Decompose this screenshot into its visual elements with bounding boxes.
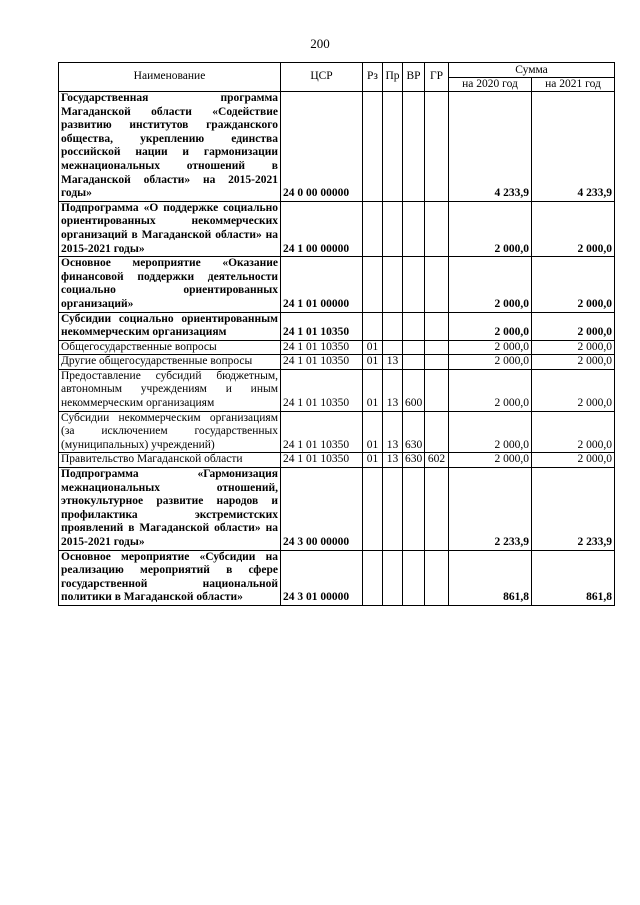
- page-number: 200: [310, 36, 330, 51]
- cell-pr: [383, 92, 403, 202]
- cell-rz: 01: [363, 355, 383, 370]
- cell-sum-2021: 2 233,9: [532, 468, 615, 551]
- cell-pr: [383, 550, 403, 605]
- cell-csr: 24 1 01 00000: [281, 257, 363, 312]
- cell-pr: 13: [383, 453, 403, 468]
- cell-vr: [403, 201, 425, 256]
- cell-csr: 24 1 01 10350: [281, 355, 363, 370]
- table-row: [59, 312, 615, 340]
- cell-name: Государственная программа Магаданской области «Содействие развитию институтов гражданского общества, укреплению единства российской нации и гармонизации межнациональных отношений в Магаданской области» на 2015-2021 годы»: [59, 92, 281, 202]
- cell-csr: 24 1 00 00000: [281, 201, 363, 256]
- cell-gr: [425, 257, 449, 312]
- cell-sum-2020: 2 000,0: [449, 453, 532, 468]
- cell-rz: [363, 257, 383, 312]
- cell-csr: 24 1 01 10350: [281, 369, 363, 411]
- cell-csr: 24 3 01 00000: [281, 550, 363, 605]
- cell-sum-2021: 2 000,0: [532, 340, 615, 355]
- cell-vr: [403, 550, 425, 605]
- header-vr: ВР: [403, 63, 425, 92]
- cell-sum-2021: 4 233,9: [532, 92, 615, 202]
- cell-vr: [403, 340, 425, 355]
- table-row: [59, 201, 615, 256]
- cell-gr: [425, 92, 449, 202]
- cell-sum-2020: 2 000,0: [449, 257, 532, 312]
- header-sum: Сумма: [449, 63, 615, 78]
- cell-pr: 13: [383, 355, 403, 370]
- cell-name: Субсидии некоммерческим организациям (за исключением государственных (муниципальных) учреждений): [59, 411, 281, 453]
- cell-sum-2020: 2 000,0: [449, 201, 532, 256]
- cell-sum-2020: 4 233,9: [449, 92, 532, 202]
- cell-rz: [363, 312, 383, 340]
- cell-sum-2021: 2 000,0: [532, 312, 615, 340]
- table-row: [59, 92, 615, 202]
- cell-sum-2021: 2 000,0: [532, 453, 615, 468]
- cell-vr: [403, 312, 425, 340]
- cell-csr: 24 1 01 10350: [281, 312, 363, 340]
- cell-rz: [363, 201, 383, 256]
- cell-name: Основное мероприятие «Оказание финансовой поддержки деятельности социально ориентированных организаций»: [59, 257, 281, 312]
- header-name: Наименование: [59, 63, 281, 92]
- table-header: [59, 63, 615, 92]
- cell-rz: 01: [363, 340, 383, 355]
- cell-sum-2021: 2 000,0: [532, 411, 615, 453]
- cell-pr: 13: [383, 369, 403, 411]
- cell-rz: [363, 92, 383, 202]
- cell-rz: 01: [363, 453, 383, 468]
- header-pr: Пр: [383, 63, 403, 92]
- cell-name: Общегосударственные вопросы: [59, 340, 281, 355]
- cell-sum-2020: 2 000,0: [449, 369, 532, 411]
- cell-gr: [425, 340, 449, 355]
- cell-pr: [383, 340, 403, 355]
- cell-name: Основное мероприятие «Субсидии на реализацию мероприятий в сфере государственной национальной политики в Магаданской области»: [59, 550, 281, 605]
- table-body: [59, 92, 615, 606]
- cell-gr: [425, 312, 449, 340]
- cell-gr: [425, 411, 449, 453]
- cell-vr: 630: [403, 453, 425, 468]
- table-row: [59, 453, 615, 468]
- cell-gr: [425, 550, 449, 605]
- table-row: [59, 369, 615, 411]
- cell-pr: [383, 468, 403, 551]
- table-row: [59, 468, 615, 551]
- cell-sum-2021: 2 000,0: [532, 355, 615, 370]
- cell-csr: 24 0 00 00000: [281, 92, 363, 202]
- cell-vr: 600: [403, 369, 425, 411]
- cell-sum-2020: 2 000,0: [449, 411, 532, 453]
- table-row: [59, 550, 615, 605]
- cell-name: Подпрограмма «Гармонизация межнациональных отношений, этнокультурное развитие народов и профилактика экстремистских проявлений в Магаданской области» на 2015-2021 годы»: [59, 468, 281, 551]
- cell-pr: [383, 312, 403, 340]
- cell-vr: [403, 355, 425, 370]
- cell-name: Подпрограмма «О поддержке социально ориентированных некоммерческих организаций в Магаданской области» на 2015-2021 годы»: [59, 201, 281, 256]
- cell-vr: 630: [403, 411, 425, 453]
- cell-pr: [383, 257, 403, 312]
- cell-sum-2020: 861,8: [449, 550, 532, 605]
- budget-table: [58, 62, 615, 606]
- cell-name: Правительство Магаданской области: [59, 453, 281, 468]
- cell-sum-2020: 2 000,0: [449, 312, 532, 340]
- cell-vr: [403, 92, 425, 202]
- cell-sum-2020: 2 000,0: [449, 340, 532, 355]
- cell-gr: [425, 369, 449, 411]
- cell-name: Субсидии социально ориентированным некоммерческим организациям: [59, 312, 281, 340]
- cell-rz: 01: [363, 411, 383, 453]
- table-row: [59, 355, 615, 370]
- table-row: [59, 340, 615, 355]
- cell-csr: 24 3 00 00000: [281, 468, 363, 551]
- cell-name: Предоставление субсидий бюджетным, автономным учреждениям и иным некоммерческим организациям: [59, 369, 281, 411]
- cell-rz: 01: [363, 369, 383, 411]
- cell-sum-2021: 2 000,0: [532, 369, 615, 411]
- cell-pr: 13: [383, 411, 403, 453]
- cell-name: Другие общегосударственные вопросы: [59, 355, 281, 370]
- table-row: [59, 257, 615, 312]
- header-year-2021: на 2021 год: [532, 78, 615, 92]
- cell-rz: [363, 468, 383, 551]
- cell-sum-2020: 2 000,0: [449, 355, 532, 370]
- cell-csr: 24 1 01 10350: [281, 453, 363, 468]
- cell-gr: [425, 201, 449, 256]
- cell-sum-2021: 2 000,0: [532, 257, 615, 312]
- cell-sum-2021: 2 000,0: [532, 201, 615, 256]
- cell-sum-2021: 861,8: [532, 550, 615, 605]
- cell-sum-2020: 2 233,9: [449, 468, 532, 551]
- cell-csr: 24 1 01 10350: [281, 340, 363, 355]
- header-gr: ГР: [425, 63, 449, 92]
- cell-pr: [383, 201, 403, 256]
- cell-vr: [403, 257, 425, 312]
- cell-vr: [403, 468, 425, 551]
- header-year-2020: на 2020 год: [449, 78, 532, 92]
- header-rz: Рз: [363, 63, 383, 92]
- cell-csr: 24 1 01 10350: [281, 411, 363, 453]
- table-row: [59, 411, 615, 453]
- cell-rz: [363, 550, 383, 605]
- header-csr: ЦСР: [281, 63, 363, 92]
- cell-gr: [425, 355, 449, 370]
- cell-gr: [425, 468, 449, 551]
- cell-gr: 602: [425, 453, 449, 468]
